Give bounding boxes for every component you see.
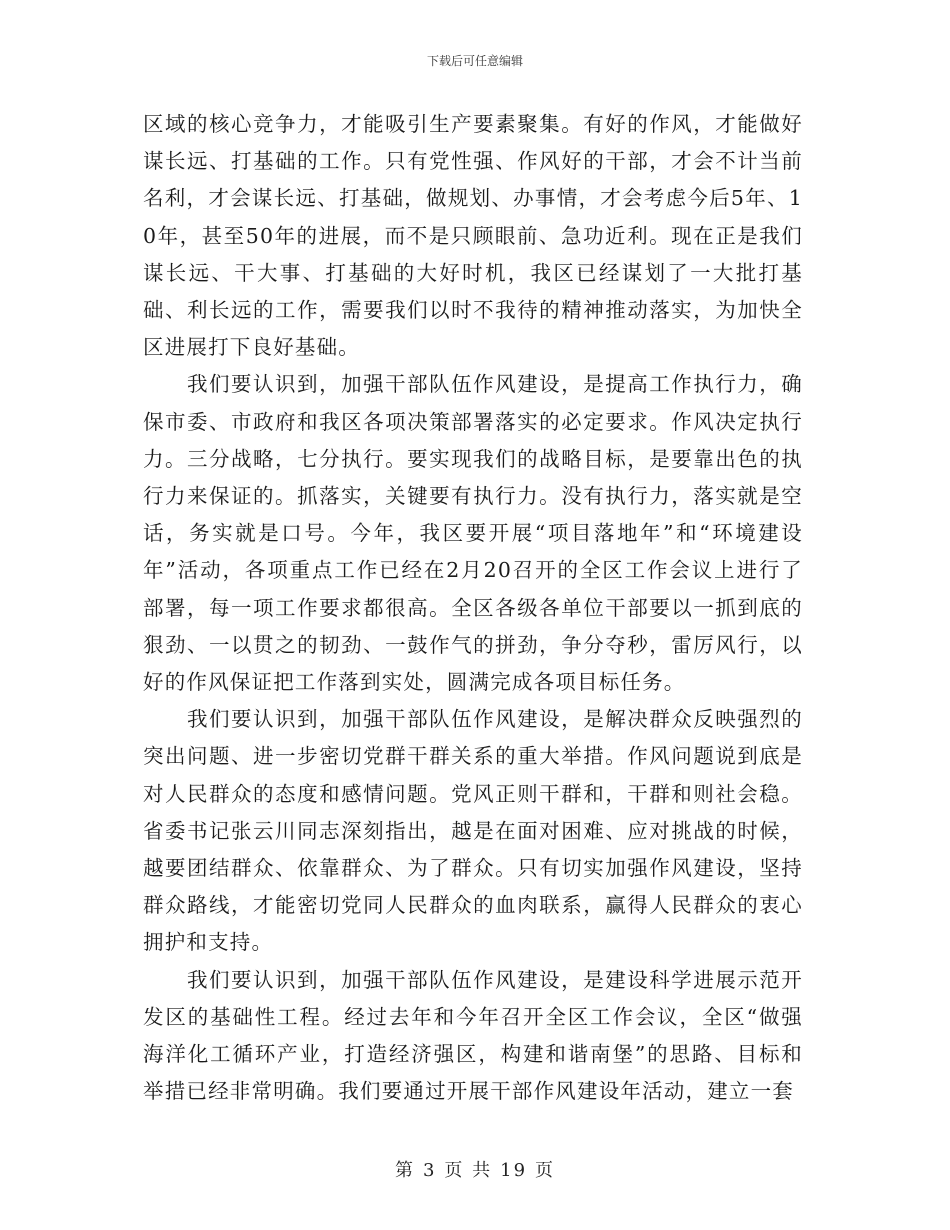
paragraph-1: 区域的核心竞争力，才能吸引生产要素聚集。有好的作风，才能做好谋长远、打基础的工作。只有党性强、作风好的干部，才会不计当前名利，才会谋长远、打基础，做规划、办事情，才会考虑今后5年、10年，甚至50年的进展，而不是只顾眼前、急功近利。现在正是我们谋长远、干大事、打基础的大好时机，我区已经谋划了一大批打基础、利长远的工作，需要我们以时不我待的精神推动落实，为加快全区进展打下良好基础。 — [143, 112, 803, 360]
paragraph-3: 我们要认识到，加强干部队伍作风建设，是解决群众反映强烈的突出问题、进一步密切党群干群关系的重大举措。作风问题说到底是对人民群众的态度和感情问题。党风正则干群和，干群和则社会稳。省委书记张云川同志深刻指出，越是在面对困难、应对挑战的时候，越要团结群众、依靠群众、为了群众。只有切实加强作风建设，坚持群众路线，才能密切党同人民群众的血肉联系，赢得人民群众的衷心拥护和支持。 — [143, 707, 803, 955]
page-footer — [0, 1156, 950, 1182]
footer-total-pages: 19 — [500, 1160, 528, 1181]
footer-middle: 页 共 — [444, 1160, 493, 1181]
paragraph-4: 我们要认识到，加强干部队伍作风建设，是建设科学进展示范开发区的基础性工程。经过去年和今年召开全区工作会议，全区“做强海洋化工循环产业，打造经济强区，构建和谐南堡”的思路、目标和举措已经非常明确。我们要通过开展干部作风建设年活动，建立一套 — [143, 967, 803, 1104]
document-body — [143, 106, 803, 1110]
footer-prefix: 第 — [394, 1160, 415, 1181]
page-header: 下载后可任意编辑 — [426, 54, 523, 68]
footer-current-page: 3 — [422, 1160, 437, 1181]
footer-suffix: 页 — [535, 1160, 556, 1181]
paragraph-2: 我们要认识到，加强干部队伍作风建设，是提高工作执行力，确保市委、市政府和我区各项决策部署落实的必定要求。作风决定执行力。三分战略，七分执行。要实现我们的战略目标，是要靠出色的执行力来保证的。抓落实，关键要有执行力。没有执行力，落实就是空话，务实就是口号。今年，我区要开展“项目落地年”和“环境建设年”活动，各项重点工作已经在2月20召开的全区工作会议上进行了部署，每一项工作要求都很高。全区各级各单位干部要以一抓到底的狠劲、一以贯之的韧劲、一鼓作气的拼劲，争分夺秒，雷厉风行，以好的作风保证把工作落到实处，圆满完成各项目标任务。 — [143, 372, 803, 695]
